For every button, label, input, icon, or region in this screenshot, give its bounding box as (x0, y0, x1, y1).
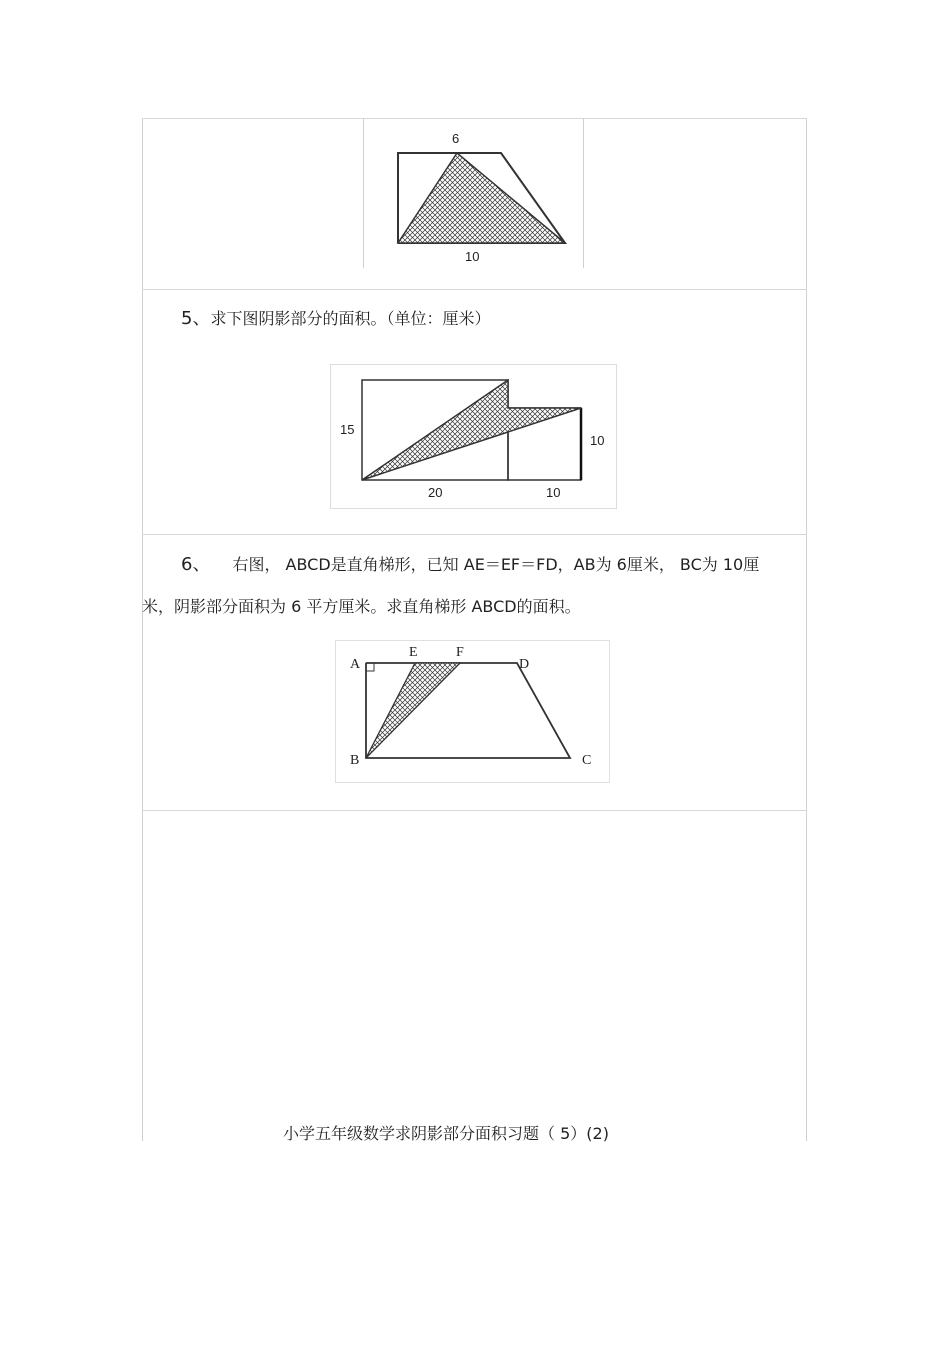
width-10-label: 10 (546, 485, 561, 500)
q5-heading (181, 304, 490, 330)
point-c-label: C (582, 753, 592, 768)
shaded-region (362, 380, 581, 480)
lower-right-border (806, 811, 807, 1141)
q6-line-2 (142, 594, 581, 617)
table-top-border (142, 118, 807, 119)
fig4-cell-left (363, 118, 364, 268)
q5-text: 求下图阴影部分的面积。（单位：厘米） (210, 309, 491, 328)
q5-number: 5、 (181, 308, 211, 329)
shaded-triangle (398, 153, 565, 243)
point-d-label: D (519, 657, 530, 672)
q6-number: 6、 (181, 554, 211, 575)
point-e-label: E (409, 645, 418, 660)
footer-title: 小学五年级数学求阴影部分面积习题（ 5）(2) (283, 1124, 609, 1143)
right-trapezoid-figure (335, 640, 611, 783)
top-base-label: 6 (452, 131, 460, 146)
point-f-label: F (456, 645, 464, 660)
table-right-border (806, 118, 807, 810)
point-a-label: A (350, 657, 361, 672)
height-10-label: 10 (590, 433, 605, 448)
lower-left-border (142, 811, 143, 1141)
row-divider-1 (142, 289, 807, 290)
fig4-cell-right (583, 118, 584, 268)
right-angle-mark (366, 663, 374, 671)
table-left-border (142, 118, 143, 810)
bottom-base-label: 10 (465, 249, 480, 264)
q6-text-line-2: 米，阴影部分面积为 6 平方厘米。求直角梯形 ABCD的面积。 (142, 597, 581, 616)
shaded-triangle (366, 663, 460, 758)
row-divider-3 (142, 810, 807, 811)
point-b-label: B (350, 753, 360, 768)
figure-frame (336, 641, 610, 783)
row-divider-2 (142, 534, 807, 535)
q6-text-line-1: 右图， ABCD是直角梯形，已知 AE＝EF＝FD，AB为 6厘米， BC为 10厘 (232, 555, 760, 574)
height-15-label: 15 (340, 422, 355, 437)
trapezoid-figure (380, 125, 580, 270)
rectangles-figure (330, 364, 618, 510)
q6-line-1 (181, 550, 759, 576)
width-20-label: 20 (428, 485, 443, 500)
